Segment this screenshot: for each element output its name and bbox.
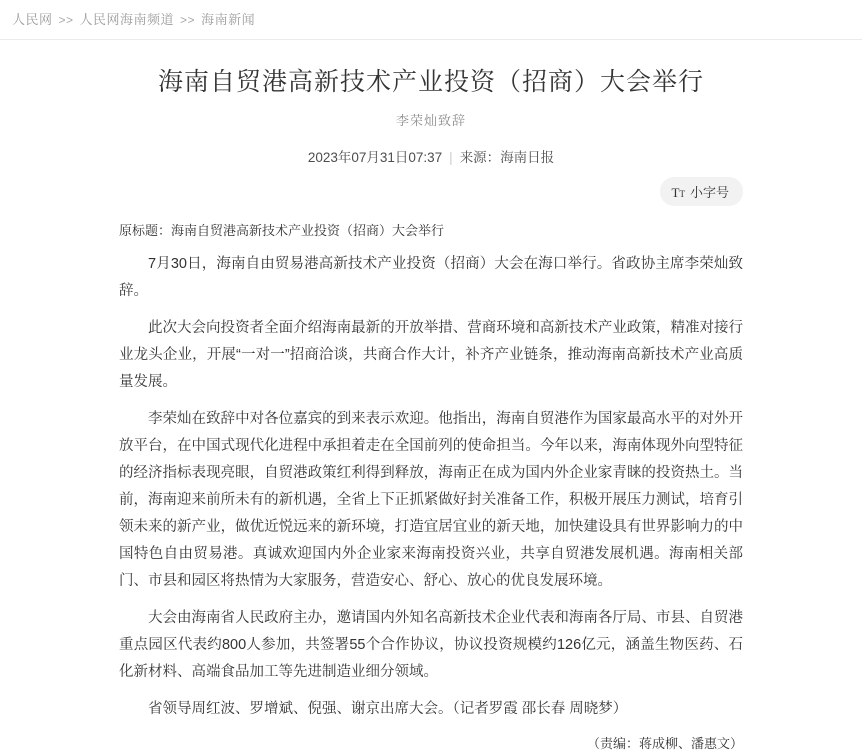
font-size-button[interactable] [660,177,743,206]
article-paragraph: 大会由海南省人民政府主办，邀请国内外知名高新技术企业代表和海南各厅局、市县、自贸港重点园区代表约800人参加，共签署55个合作协议，协议投资规模约126亿元，涵盖生物医药、石化新材料、高端食品加工等先进制造业细分领域。 [119,610,743,680]
editors-note: （责编：蒋成柳、潘惠文） [586,736,743,751]
article-subtitle: 李荣灿致辞 [395,113,466,128]
header-divider [0,39,862,40]
article-paragraph: 此次大会向投资者全面介绍海南最新的开放举措、营商环境和高新技术产业政策，精准对接行业龙头企业，开展“一对一”招商洽谈，共商合作大计，补齐产业链条，推动海南高新技术产业高质量发展。 [119,320,743,390]
source-prefix: 来源： [459,150,501,165]
font-size-label: 小字号 [689,185,729,200]
meta-separator: | [449,150,453,165]
breadcrumb-link-hainan-news[interactable]: 海南新闻 [201,12,256,27]
breadcrumb [0,0,862,39]
article-container [119,65,743,752]
article-paragraph: 7月30日，海南自由贸易港高新技术产业投资（招商）大会在海口举行。省政协主席李荣灿致辞。 [119,256,743,299]
article-toolbar [119,177,743,206]
article-body [119,221,743,723]
font-size-icon: TT [671,185,685,200]
publish-date: 2023年07月31日07:37 [307,150,443,165]
source-link[interactable]: 海南日报 [500,150,555,165]
original-title-line: 原标题：海南自贸港高新技术产业投资（招商）大会举行 [119,223,445,238]
breadcrumb-link-hainan-channel[interactable]: 人民网海南频道 [79,12,175,27]
breadcrumb-separator: >> [180,13,196,27]
article-meta [119,146,743,166]
page-title: 海南自贸港高新技术产业投资（招商）大会举行 [157,68,704,96]
breadcrumb-link-peoples-daily[interactable]: 人民网 [12,12,53,27]
article-paragraph: 李荣灿在致辞中对各位嘉宾的到来表示欢迎。他指出，海南自贸港作为国家最高水平的对外开放平台，在中国式现代化进程中承担着走在全国前列的使命担当。今年以来，海南体现外向型特征的经济指标表现亮眼，自贸港政策红利得到释放，海南正在成为国内外企业家青睐的投资热土。当前，海南迎来前所未有的新机遇，全省上下正抓紧做好封关准备工作，积极开展压力测试，培育引领未来的新产业，做优近悦远来的新环境，打造宜居宜业的新天地，加快建设具有世界影响力的中国特色自由贸易港。真诚欢迎国内外企业家来海南投资兴业，共享自贸港发展机遇。海南相关部门、市县和园区将热情为大家服务，营造安心、舒心、放心的优良发展环境。 [119,411,743,589]
article-paragraph: 省领导周红波、罗增斌、倪强、谢京出席大会。（记者罗霞 邵长春 周晓梦） [148,701,628,717]
breadcrumb-separator: >> [58,13,74,27]
